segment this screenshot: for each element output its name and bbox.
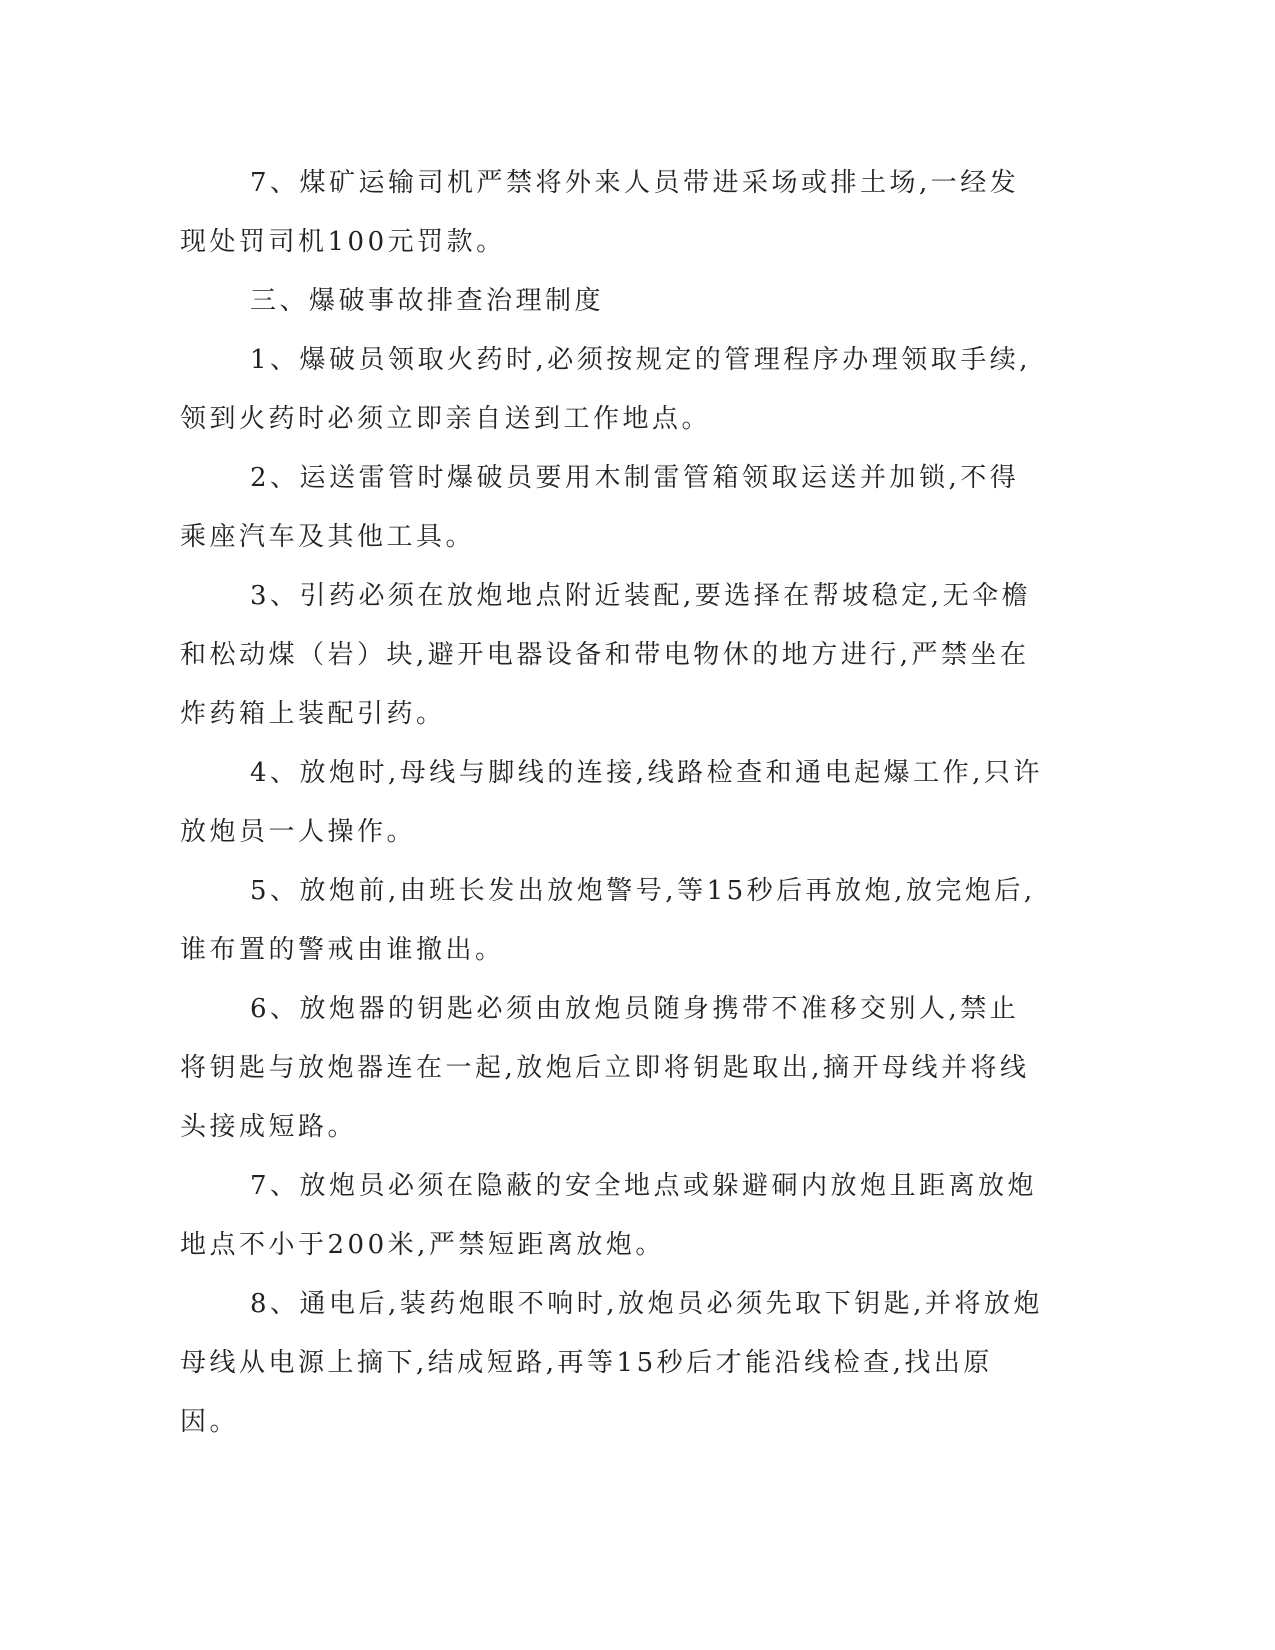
- paragraph-blasting-rule-3: 3、引药必须在放炮地点附近装配,要选择在帮坡稳定,无伞檐和松动煤（岩）块,避开电器设备和带电物休的地方进行,严禁坐在炸药箱上装配引药。: [180, 581, 1032, 729]
- section-heading-blasting-accident-system: 三、爆破事故排查治理制度: [250, 286, 605, 316]
- paragraph-driver-rule-7: 7、煤矿运输司机严禁将外来人员带进采场或排土场,一经发现处罚司机100元罚款。: [180, 168, 1020, 257]
- paragraph-blasting-rule-2: 2、运送雷管时爆破员要用木制雷管箱领取运送并加锁,不得乘座汽车及其他工具。: [180, 463, 1020, 552]
- paragraph-blasting-rule-1: 1、爆破员领取火药时,必须按规定的管理程序办理领取手续,领到火药时必须立即亲自送到工作地点。: [180, 345, 1032, 434]
- document-body: [180, 154, 1045, 1452]
- paragraph-blasting-rule-4: 4、放炮时,母线与脚线的连接,线路检查和通电起爆工作,只许放炮员一人操作。: [180, 758, 1043, 847]
- paragraph-blasting-rule-8: 8、通电后,装药炮眼不响时,放炮员必须先取下钥匙,并将放炮母线从电源上摘下,结成短路,再等15秒后才能沿线检查,找出原因。: [180, 1289, 1043, 1437]
- paragraph-blasting-rule-5: 5、放炮前,由班长发出放炮警号,等15秒后再放炮,放完炮后,谁布置的警戒由谁撤出。: [180, 876, 1036, 965]
- paragraph-blasting-rule-7: 7、放炮员必须在隐蔽的安全地点或躲避硐内放炮且距离放炮地点不小于200米,严禁短距离放炮。: [180, 1171, 1038, 1260]
- paragraph-blasting-rule-6: 6、放炮器的钥匙必须由放炮员随身携带不准移交别人,禁止将钥匙与放炮器连在一起,放炮后立即将钥匙取出,摘开母线并将线头接成短路。: [180, 994, 1030, 1142]
